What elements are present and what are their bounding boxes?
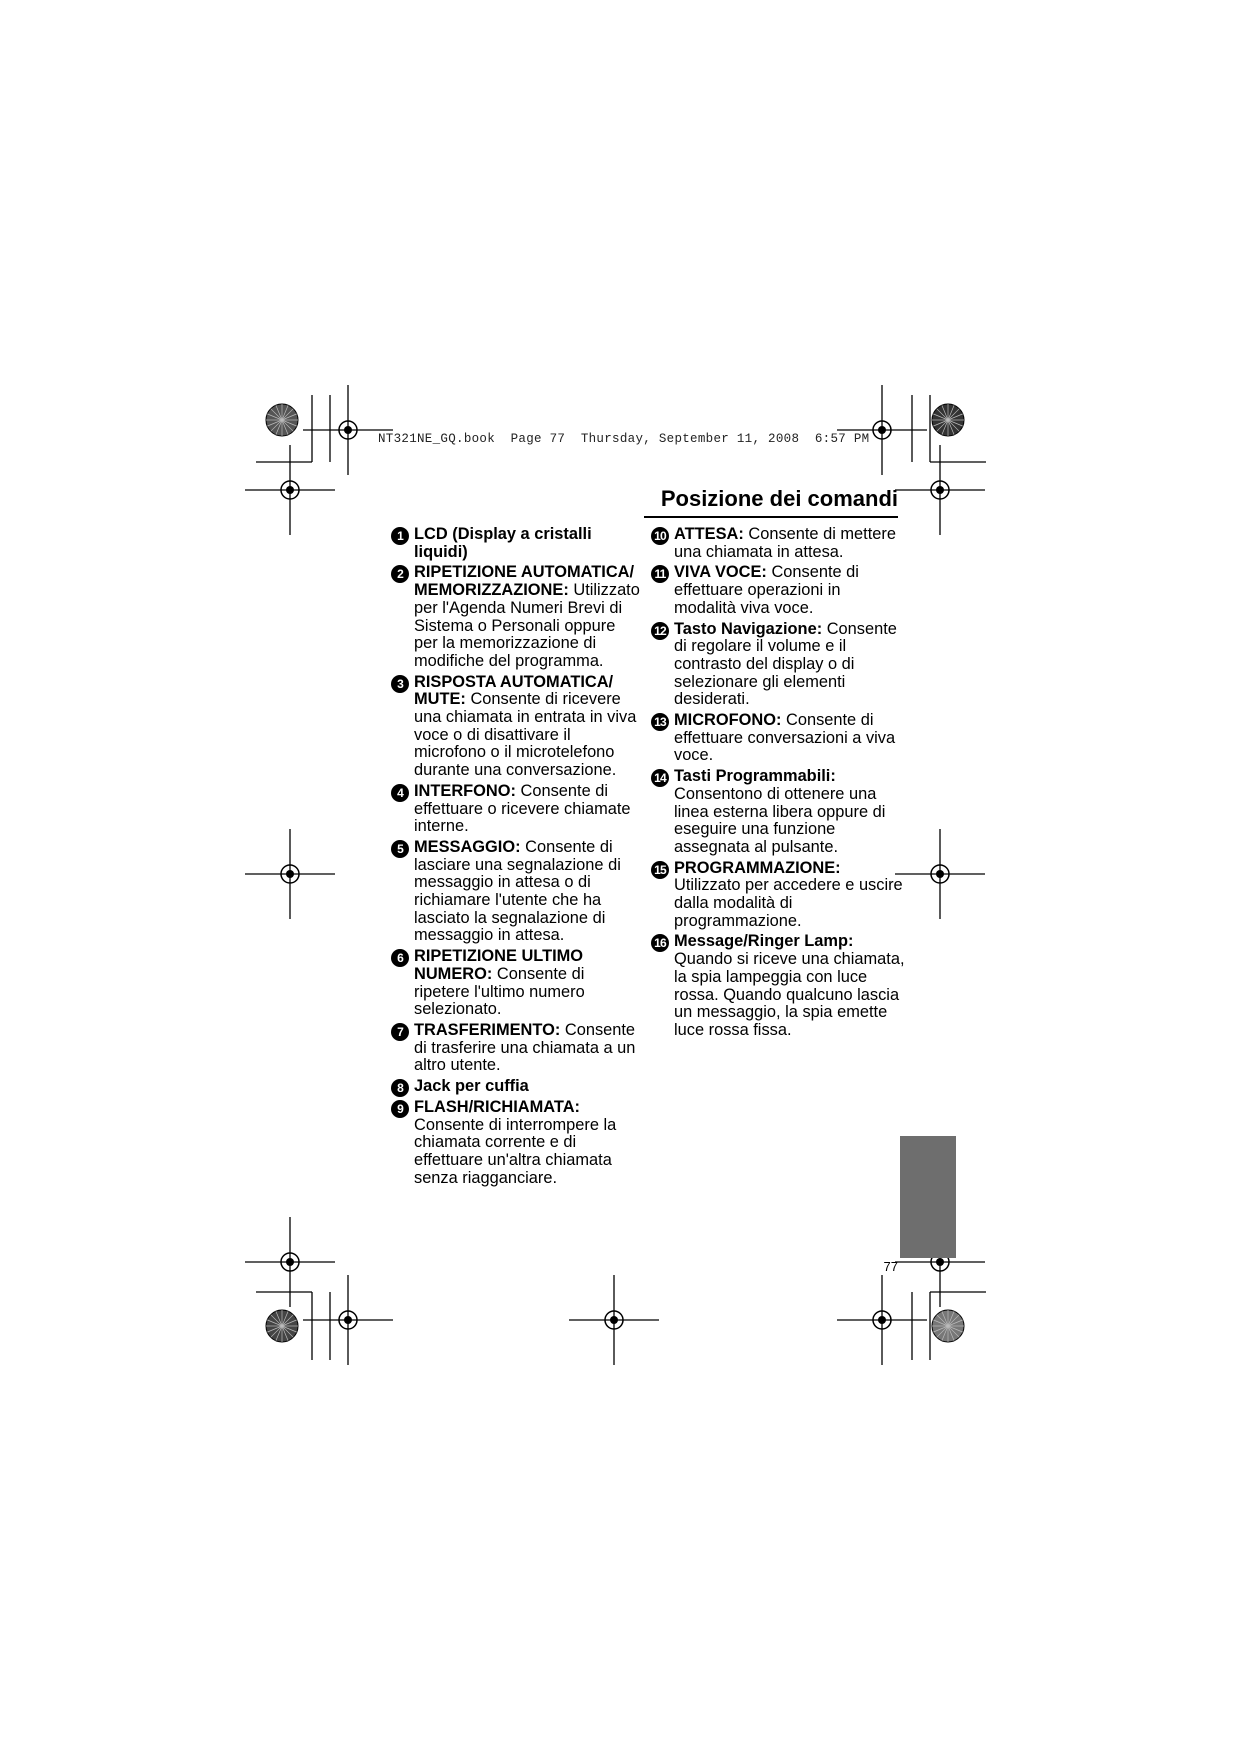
control-entry-9 [391, 1099, 641, 1188]
control-entry-4 [391, 783, 641, 836]
control-description: Consente di ricevere una chiamata in entrata in viva voce o di disattivare il microfono o il microtelefono durante una conversazione. [414, 690, 637, 780]
number-badge: 2 [391, 565, 409, 583]
controls-list-right [651, 526, 905, 1043]
control-label: Tasti Programmabili: [674, 767, 836, 786]
number-badge: 11 [651, 565, 669, 583]
control-label: Message/Ringer Lamp: [674, 932, 854, 951]
control-label: TRASFERIMENTO: [414, 1020, 561, 1039]
control-entry-13 [651, 712, 905, 765]
control-description: Consentono di ottenere una linea esterna libera oppure di eseguire una funzione assegnata al pulsante. [674, 784, 886, 856]
number-badge: 16 [651, 934, 669, 952]
control-entry-7 [391, 1022, 641, 1075]
number-badge: 12 [651, 622, 669, 640]
registration-target [303, 385, 393, 475]
control-entry-1 [391, 526, 641, 561]
control-label: RIPETIZIONE ULTIMO NUMERO: [414, 947, 584, 983]
control-description: Consente di trasferire una chiamata a un altro utente. [414, 1020, 636, 1075]
section-title: Posizione dei comandi [660, 486, 898, 511]
control-entry-10 [651, 526, 905, 561]
registration-target [245, 445, 335, 535]
title-rule [644, 516, 898, 518]
chapter-side-tab [900, 1136, 956, 1258]
control-description: Consente di ripetere l'ultimo numero selezionato. [414, 964, 585, 1019]
number-badge: 13 [651, 713, 669, 731]
color-wheel-mark [266, 404, 298, 436]
control-description: Consente di mettere una chiamata in attesa. [674, 525, 896, 561]
registration-target [303, 1275, 393, 1365]
page-number: 77 [883, 1259, 898, 1274]
control-description: Consente di effettuare operazioni in modalità viva voce. [674, 563, 859, 617]
control-entry-3 [391, 674, 641, 780]
control-label: Tasto Navigazione: [674, 619, 823, 638]
number-badge: 5 [391, 840, 409, 858]
control-entry-15 [651, 860, 905, 931]
control-description: Utilizzato per accedere e uscire dalla modalità di programmazione. [674, 876, 903, 930]
control-label: PROGRAMMAZIONE: [674, 858, 841, 877]
control-label: FLASH/RICHIAMATA: [414, 1097, 581, 1116]
number-badge: 15 [651, 861, 669, 879]
control-label: RIPETIZIONE AUTOMATICA/ MEMORIZZAZIONE: [414, 563, 635, 600]
control-description: Consente di effettuare o ricevere chiamate interne. [414, 781, 631, 836]
color-wheel-mark [266, 1310, 298, 1342]
number-badge: 9 [391, 1100, 409, 1118]
registration-target [837, 1275, 927, 1365]
registration-target [837, 385, 927, 475]
control-description: Consente di interrompere la chiamata corrente e di effettuare un'altra chiamata senza riagganciare. [414, 1115, 617, 1187]
control-label: MESSAGGIO: [414, 837, 521, 856]
number-badge: 7 [391, 1023, 409, 1041]
number-badge: 10 [651, 527, 669, 545]
control-entry-2 [391, 564, 641, 670]
number-badge: 14 [651, 769, 669, 787]
registration-target [569, 1275, 659, 1365]
control-description: Consente di lasciare una segnalazione di messaggio in attesa o di richiamare l'utente che ha lasciato la segnalazione di messaggio in attesa. [414, 837, 621, 945]
control-label: MICROFONO: [674, 711, 782, 730]
registration-target [895, 829, 985, 919]
control-description: Quando si riceve una chiamata, la spia lampeggia con luce rossa. Quando qualcuno lascia un messaggio, la spia emette luce rossa fissa. [674, 950, 905, 1039]
control-label: LCD (Display a cristalli liquidi) [414, 525, 592, 561]
control-entry-6 [391, 948, 641, 1019]
control-label: RISPOSTA AUTOMATICA/ MUTE: [414, 672, 614, 709]
print-header: NT321NE_GQ.book Page 77 Thursday, September 11, 2008 6:57 PM [378, 432, 870, 446]
control-entry-12 [651, 621, 905, 710]
control-entry-5 [391, 839, 641, 945]
control-label: VIVA VOCE: [674, 563, 767, 582]
control-description: Consente di regolare il volume e il contrasto del display o di selezionare gli elementi desiderati. [674, 619, 897, 709]
control-entry-8 [391, 1078, 641, 1096]
registration-target [895, 445, 985, 535]
number-badge: 1 [391, 527, 409, 545]
control-label: Jack per cuffia [414, 1077, 529, 1096]
color-wheel-mark [932, 1310, 964, 1342]
control-entry-14 [651, 768, 905, 857]
registration-target [245, 1217, 335, 1307]
control-entry-16 [651, 933, 905, 1039]
number-badge: 8 [391, 1079, 409, 1097]
control-entry-11 [651, 564, 905, 617]
registration-target [245, 829, 335, 919]
control-description: Consente di effettuare conversazioni a viva voce. [674, 711, 896, 765]
controls-list-left [391, 526, 641, 1190]
control-label: INTERFONO: [414, 781, 516, 800]
number-badge: 6 [391, 949, 409, 967]
control-label: ATTESA: [674, 525, 744, 543]
control-description: Utilizzato per l'Agenda Numeri Brevi di Sistema o Personali oppure per la memorizzazione di modifiche del programma. [414, 581, 640, 670]
number-badge: 4 [391, 784, 409, 802]
number-badge: 3 [391, 675, 409, 693]
color-wheel-mark [932, 404, 964, 436]
